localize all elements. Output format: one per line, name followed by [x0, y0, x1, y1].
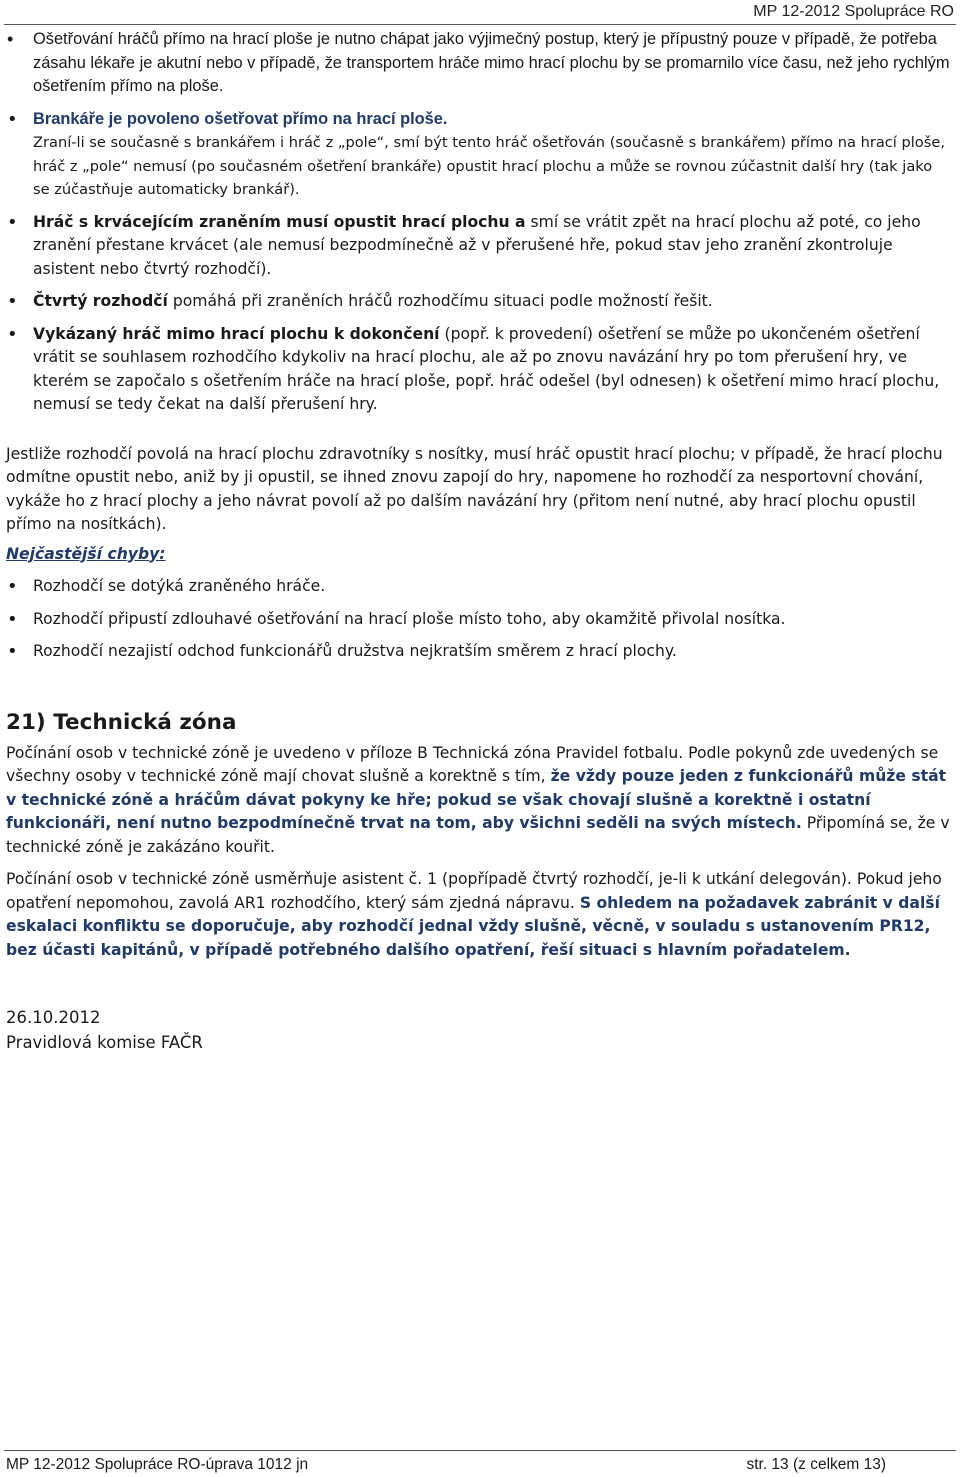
paragraph-text: Připomíná se, že v technické zóně je zakázáno kouřit. — [6, 814, 950, 856]
list-item — [6, 28, 950, 99]
stretcher-paragraph: Jestliže rozhodčí povolá na hrací plochu zdravotníky s nosítky, musí hráč opustit hrací plochu; v případě, že hrací plochu odmítne opustit nebo, aniž by ji opustil, se ihned znovu zapojí do hry, napomene ho rozhodčí za nesportovní chování, vykáže ho z hrací plochy a jeho návrat povolí až po dalším navázání hry (přitom není nutné, aby hrací plochu opustil přímo na nosítkách). — [6, 444, 943, 533]
list-item — [6, 108, 950, 202]
list-item-text: (popř. k provedení) ošetření se může po ukončeném ošetření vrátit se souhlasem rozhodčího kdykoliv na hrací plochu, ale až po znovu navázání hry po tom přerušení hry, ve kterém se započalo s ošetřením hráče na hrací ploše, popř. hráč odešel (byl odnesen) k ošetření mimo hrací plochu, nemusí se tedy čekat na další přerušení hry. — [33, 324, 940, 413]
list-item: • Rozhodčí připustí zdlouhavé ošetřování na hrací ploše místo toho, aby okamžitě přivolal nosítka. — [6, 608, 950, 632]
paragraph-text: Počínání osob v technické zóně je uvedeno v příloze B Technická zóna Pravidel fotbalu. Podle pokynů zde uvedených se všechny osoby v technické zóně mají chovat slušně a korektně s tím, — [6, 743, 939, 785]
document-body — [6, 28, 950, 1055]
page-header-title: MP 12-2012 Spolupráce RO — [753, 3, 954, 20]
list-item-bold: Hráč s krvácejícím zraněním musí opustit hrací plochu a — [33, 212, 526, 231]
list-item-text: Zraní-li se současně s brankářem i hráč z „pole“, smí být tento hráč ošetřován (současně s brankářem) přímo na hrací ploše, hráč z „pole“ nemusí (po současném ošetření brankáře) opustit hrací plochu a může se rovnou zúčastnit další hry (tak jako se zúčastňuje automaticky brankář). — [33, 134, 945, 198]
list-item: • Rozhodčí se dotýká zraněného hráče. — [6, 575, 950, 599]
signature-date: 26.10.2012 — [6, 1008, 101, 1027]
list-item: • Rozhodčí nezajistí odchod funkcionářů družstva nejkratším směrem z hrací plochy. — [6, 640, 950, 664]
list-item-bold: Vykázaný hráč mimo hrací plochu k dokončení — [33, 324, 440, 343]
common-errors-heading: Nejčastější chyby: — [6, 544, 166, 563]
injury-rules-list — [6, 28, 950, 417]
footer-page-number: str. 13 (z celkem 13) — [746, 1456, 886, 1473]
list-item-text: Ošetřování hráčů přímo na hrací ploše je nutno chápat jako výjimečný postup, který je přípustný pouze v případě, že potřeba zásahu lékaře je akutní nebo v případě, že transportem hráče mimo hrací plochu by se promarnilo více času, než jeho rychlým ošetřením přímo na ploše. — [33, 30, 950, 95]
footer-doc-id: MP 12-2012 Spolupráce RO-úprava 1012 jn — [6, 1456, 309, 1473]
section-paragraph-1 — [6, 742, 950, 860]
common-errors-list — [6, 575, 950, 664]
list-item — [6, 290, 950, 314]
paragraph-bold: S ohledem na požadavek zabránit v další eskalaci konfliktu se doporučuje, aby rozhodčí jednal vždy slušně, věcně, v souladu s ustanovením PR12, bez účasti kapitánů, v případě potřebného dalšího opatření, řeší situaci s hlavním pořadatelem. — [6, 893, 940, 959]
footer-divider — [4, 1450, 956, 1451]
section-paragraph-2 — [6, 868, 950, 962]
paragraph-bold: že vždy pouze jeden z funkcionářů může stát v technické zóně a hráčům dávat pokyny ke hře; pokud se však chovají slušně a korektně i ostatní funkcionáři, není nutno bezpodmínečně trvat na tom, aby všichni seděli na svých místech. — [6, 767, 947, 832]
signature-block — [6, 1006, 950, 1055]
list-item — [6, 323, 950, 417]
list-item-text: pomáhá při zraněních hráčů rozhodčímu situaci podle možností řešit. — [167, 292, 713, 310]
list-item-bold: Čtvrtý rozhodčí — [33, 292, 168, 310]
section-title: 21) Technická zóna — [6, 709, 237, 735]
paragraph-text: Počínání osob v technické zóně usměrňuje asistent č. 1 (popřípadě čtvrtý rozhodčí, je-li k utkání delegován). Pokud jeho opatření nepomohou, zavolá AR1 rozhodčího, který sám zjedná nápravu. — [6, 870, 942, 912]
header-divider — [4, 24, 956, 25]
list-item-text: smí se vrátit zpět na hrací plochu až poté, co jeho zranění přestane krvácet (ale nemusí bezpodmínečně až v přerušené hře, pokud stav jeho zranění zkontroluje asistent nebo čtvrtý rozhodčí). — [33, 212, 921, 278]
signature-org: Pravidlová komise FAČR — [6, 1032, 203, 1052]
list-item-bold: Brankáře je povoleno ošetřovat přímo na hrací ploše. — [33, 109, 448, 128]
list-item — [6, 211, 950, 282]
